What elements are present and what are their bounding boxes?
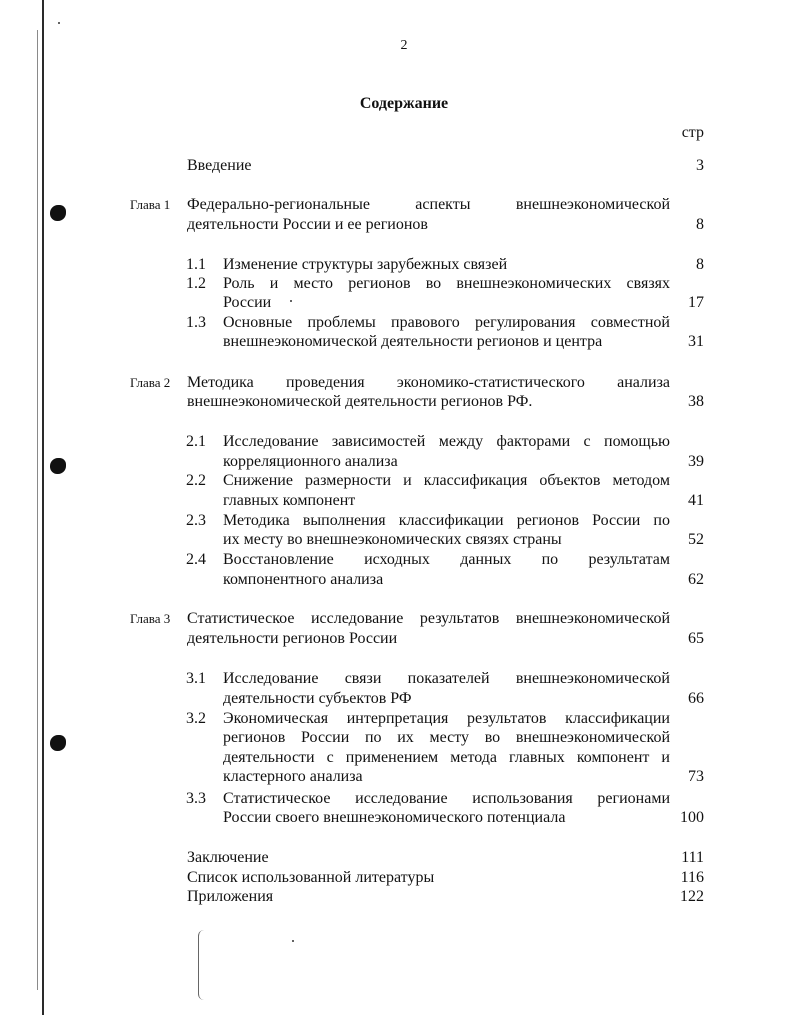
section-title-line: внешнеэкономической деятельности регионов и центра <box>223 333 603 350</box>
section-page: 66 <box>688 690 704 707</box>
page-number: 2 <box>400 38 408 53</box>
toc-backmatter-page: 111 <box>681 849 704 866</box>
scan-binding-edge <box>42 0 44 1015</box>
section-page: 52 <box>688 531 704 548</box>
binding-hole-mark <box>50 205 66 221</box>
section-title-line: Изменение структуры зарубежных связей <box>223 256 508 273</box>
section-title-line: регионов России по их месту во внешнеэкономической <box>223 729 670 746</box>
toc-backmatter-title: Заключение <box>187 849 269 866</box>
section-title-line: Методика выполнения классификации регионов России по <box>223 512 670 529</box>
toc-intro-page: 3 <box>696 157 704 174</box>
chapter-page: 8 <box>696 216 704 233</box>
section-title-line: деятельности с применением метода главных компонент и <box>223 749 670 766</box>
section-title-line: корреляционного анализа <box>223 453 398 470</box>
section-page: 8 <box>696 256 704 273</box>
toc-intro-title: Введение <box>187 157 252 174</box>
chapter-page: 38 <box>688 393 704 410</box>
binding-hole-mark <box>50 735 66 751</box>
section-number: 1.3 <box>186 314 206 331</box>
chapter-title-line: внешнеэкономической деятельности регионов РФ. <box>187 393 533 410</box>
chapter-title-line: Статистическое исследование результатов внешнеэкономической <box>187 610 670 627</box>
section-number: 2.1 <box>186 433 206 450</box>
scan-speck <box>58 22 60 24</box>
toc-backmatter-title: Приложения <box>187 888 274 905</box>
chapter-title-line: деятельности России и ее регионов <box>187 216 428 233</box>
section-page: 17 <box>688 294 704 311</box>
section-title-line: их месту во внешнеэкономических связях страны <box>223 531 562 548</box>
scan-pencil-mark <box>198 930 205 1000</box>
section-title-line: деятельности субъектов РФ <box>223 690 412 707</box>
section-page: 100 <box>680 809 704 826</box>
section-title-line: Роль и место регионов во внешнеэкономических связях <box>223 275 670 292</box>
section-number: 3.2 <box>186 710 206 727</box>
section-number: 3.3 <box>186 790 206 807</box>
section-title-line: Исследование зависимостей между факторами с помощью <box>223 433 670 450</box>
section-page: 73 <box>688 768 704 785</box>
binding-hole-mark <box>50 458 66 474</box>
chapter-label: Глава 1 <box>130 197 171 212</box>
section-title-line: Основные проблемы правового регулирования совместной <box>223 314 670 331</box>
chapter-title-line: Федерально-региональные аспекты внешнеэкономической <box>187 196 670 213</box>
section-number: 3.1 <box>186 670 206 687</box>
section-number: 1.2 <box>186 275 206 292</box>
section-title-line: Восстановление исходных данных по результатам <box>223 551 670 568</box>
section-number: 2.2 <box>186 472 206 489</box>
chapter-title-line: деятельности регионов России <box>187 630 398 647</box>
section-page: 31 <box>688 333 704 350</box>
chapter-title-line: Методика проведения экономико-статистического анализа <box>187 374 670 391</box>
section-title-line: главных компонент <box>223 492 356 509</box>
page-title: Содержание <box>359 95 449 112</box>
section-title-line: Статистическое исследование использования регионами <box>223 790 670 807</box>
page-column-header: стр <box>681 124 704 141</box>
section-title-line: России своего внешнеэкономического потенциала <box>223 809 566 826</box>
section-number: 2.3 <box>186 512 206 529</box>
chapter-page: 65 <box>688 630 704 647</box>
section-page: 62 <box>688 571 704 588</box>
section-title-line: кластерного анализа <box>223 768 363 785</box>
section-title-line: компонентного анализа <box>223 571 384 588</box>
scan-speck <box>290 300 292 302</box>
scan-speck <box>292 940 294 942</box>
toc-backmatter-page: 116 <box>680 869 704 886</box>
section-number: 1.1 <box>186 256 206 273</box>
chapter-label: Глава 3 <box>130 611 171 626</box>
section-number: 2.4 <box>186 551 206 568</box>
section-title-line: Исследование связи показателей внешнеэкономической <box>223 670 670 687</box>
section-title-line: Экономическая интерпретация результатов классификации <box>223 710 670 727</box>
section-page: 39 <box>688 453 704 470</box>
toc-backmatter-title: Список использованной литературы <box>187 869 435 886</box>
section-title-line: России <box>223 294 272 311</box>
toc-backmatter-page: 122 <box>680 888 704 905</box>
section-title-line: Снижение размерности и классификация объектов методом <box>223 472 670 489</box>
section-page: 41 <box>688 492 704 509</box>
chapter-label: Глава 2 <box>130 375 171 390</box>
scan-binding-edge-shadow <box>37 30 38 990</box>
